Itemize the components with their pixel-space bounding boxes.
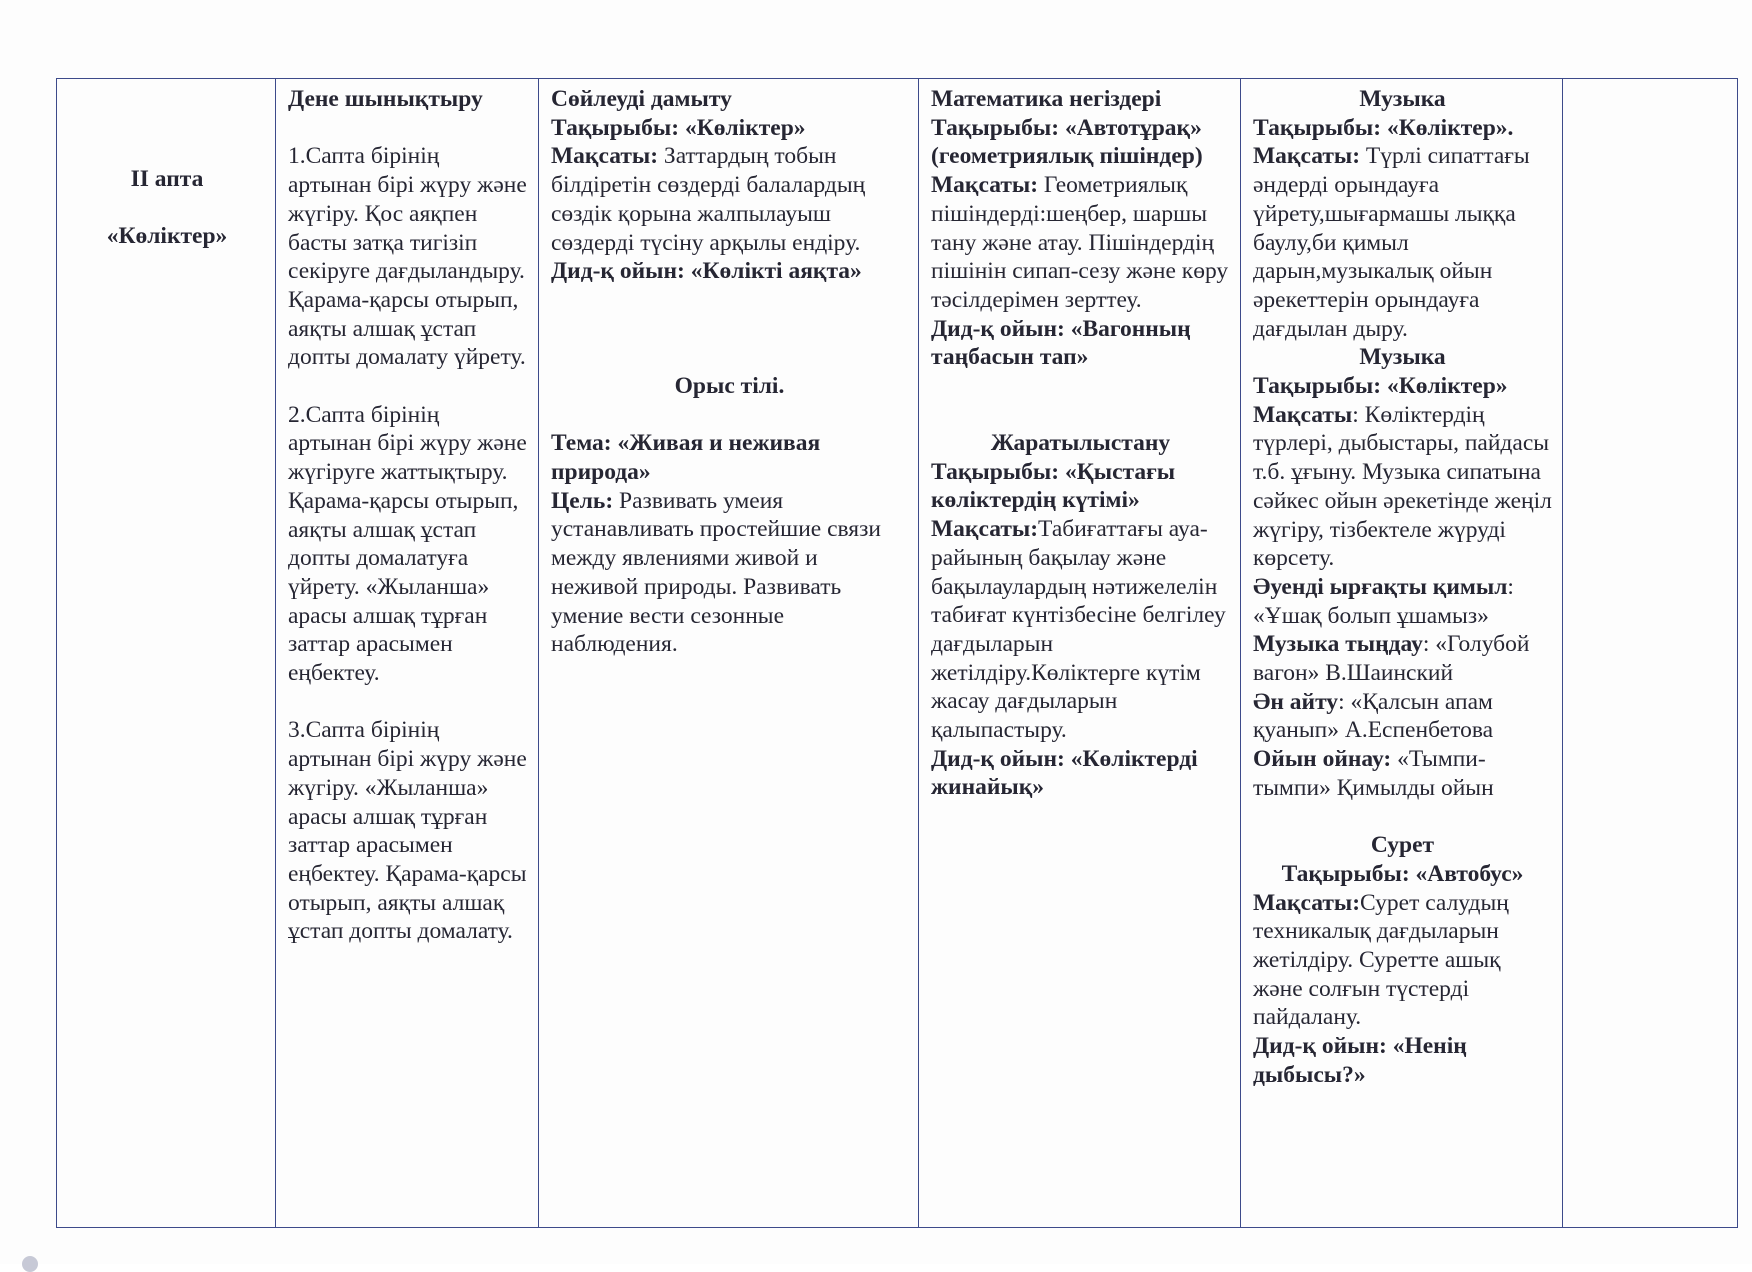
music-play-text: «Тымпи-тымпи» Қимылды ойын xyxy=(1253,746,1494,801)
empty-cell xyxy=(1563,79,1738,1227)
week-number: II апта xyxy=(130,166,204,192)
music-play-label: Ойын ойнау: xyxy=(1253,746,1392,773)
math-goal-text: Геометриялық пішіндерді:шеңбер, шаршы тану және атау. Пішіндердің пішінін сипап-сезу және көру тәсілдерімен зерттеу. xyxy=(931,172,1229,313)
art-goal xyxy=(1253,889,1552,1033)
music-sing xyxy=(1253,688,1552,745)
russian-title: Орыс тілі. xyxy=(674,372,785,399)
music-goal-2-label: Мақсаты xyxy=(1253,401,1353,428)
phys-ed-exercise-1: 1.Сапта бірінің артынан бірі жүру және жүгіру. Қос аяқпен басты затқа тигізіп секіруге дағдыландыру. Қарама-қарсы отырып, аяқты алшақ ұстап допты домалату үйрету. xyxy=(288,143,527,371)
art-game: Дид-қ ойын: «Ненің дыбысы?» xyxy=(1253,1033,1467,1088)
phys-ed-title: Дене шынықтыру xyxy=(288,86,483,112)
phys-ed-exercise-2: 2.Сапта бірінің артынан бірі жүру және жүгіруге жаттықтыру. Қарама-қарсы отырып, аяқты алшақ ұстап допты домалатуға үйрету. «Жыланша» арасы алшақ тұрған заттар арасымен еңбектеу. xyxy=(288,401,527,687)
math-topic: Тақырыбы: «Автотұрақ» (геометриялық пішіндер) xyxy=(931,114,1203,170)
speech-title: Сөйлеуді дамыту xyxy=(551,86,732,112)
music-listen-label: Музыка тыңдау xyxy=(1253,631,1423,658)
russian-goal-text: Развивать умеия устанавливать простейшие связи между явлениями живой и неживой природы. Развивать умение вести сезонные наблюдения. xyxy=(551,487,881,658)
speech-game: Дид-қ ойын: «Көлікті аяқта» xyxy=(551,258,862,285)
music-goal-1-label: Мақсаты: xyxy=(1253,143,1361,170)
nature-game: Дид-қ ойын: «Көліктерді жинайық» xyxy=(931,745,1198,801)
art-title: Сурет xyxy=(1370,832,1435,859)
music-play xyxy=(1253,745,1552,802)
speech-topic: Тақырыбы: «Көліктер» xyxy=(551,114,806,141)
music-listen xyxy=(1253,630,1552,687)
phys-ed-exercise-3: 3.Сапта бірінің артынан бірі жүру және жүгіру. «Жыланша» арасы алшақ тұрған заттар арасымен еңбектеу. Қарама-қарсы отырып, аяқты алшақ ұстап допты домалату. xyxy=(288,717,527,945)
music-listen-text: : «Голубой вагон» В.Шаинский xyxy=(1253,631,1530,687)
music-goal-2 xyxy=(1253,401,1552,573)
phys-ed-cell xyxy=(276,79,539,1227)
week-theme: «Көліктер» xyxy=(106,222,228,249)
scan-mark xyxy=(22,1256,38,1272)
music-rhythm-text: : «Ұшақ болып ұшамыз» xyxy=(1253,573,1514,629)
russian-topic: Тема: «Живая и неживая природа» xyxy=(551,430,821,486)
nature-goal xyxy=(931,515,1230,745)
music-title-2: Музыка xyxy=(1359,344,1446,371)
nature-title: Жаратылыстану xyxy=(990,430,1171,457)
math-cell xyxy=(919,79,1241,1227)
music-topic-2 xyxy=(1253,372,1552,401)
music-title-1: Музыка xyxy=(1359,86,1446,112)
table-row xyxy=(57,79,1737,1227)
speech-goal xyxy=(551,142,908,257)
music-topic-1: Тақырыбы: «Көліктер». xyxy=(1253,114,1514,141)
nature-topic: Тақырыбы: «Қыстағы көліктердің күтімі» xyxy=(931,458,1176,514)
math-goal xyxy=(931,171,1230,315)
music-topic-2-label: Тақырыбы xyxy=(1253,373,1374,400)
lesson-plan-table xyxy=(56,78,1738,1228)
math-game: Дид-қ ойын: «Вагонның таңбасын тап» xyxy=(931,315,1191,371)
russian-goal-label: Цель: xyxy=(551,487,614,514)
math-goal-label: Мақсаты: xyxy=(931,172,1039,199)
art-goal-label: Мақсаты: xyxy=(1253,889,1361,916)
week-cell xyxy=(57,79,276,1227)
music-sing-text: : «Қалсын апам қуанып» А.Еспенбетова xyxy=(1253,688,1494,744)
speech-cell xyxy=(539,79,919,1227)
art-goal-text: Сурет салудың техникалық дағдыларын жетілдіру. Суретте ашық және солғын түстерді пайдалану. xyxy=(1253,889,1509,1031)
music-rhythm xyxy=(1253,573,1552,630)
math-title: Математика негіздері xyxy=(931,86,1162,112)
speech-goal-label: Мақсаты: xyxy=(551,143,659,170)
music-goal-2-text: : Көліктердің түрлері, дыбыстары, пайдасы т.б. ұғыну. Музыка сипатына сәйкес ойын әрекетінде жеңіл жүгіру, тізбектеле жүруді көрсету. xyxy=(1253,401,1552,572)
music-sing-label: Ән айту xyxy=(1253,688,1339,715)
speech-goal-text: Заттардың тобын білдіретін сөздерді балалардың сөздік қорына жалпылауыш сөздерді түсіну арқылы ендіру. xyxy=(551,143,866,256)
russian-goal xyxy=(551,487,908,659)
nature-goal-text: Табиғаттағы ауа-райының бақылау және бақылаулардың нәтижелелін табиғат күнтізбесіне белгілеу дағдыларын жетілдіру.Көліктерге күтім жасау дағдыларын қалыпастыру. xyxy=(931,516,1226,744)
art-topic: Тақырыбы: «Автобус» xyxy=(1281,860,1524,887)
music-goal-1 xyxy=(1253,142,1552,343)
music-rhythm-label: Әуенді ырғақты қимыл xyxy=(1253,573,1508,600)
music-cell xyxy=(1241,79,1563,1227)
nature-goal-label: Мақсаты: xyxy=(931,516,1039,543)
music-topic-2-text: : «Көліктер» xyxy=(1373,373,1508,400)
music-goal-1-text: Түрлі сипаттағы әндерді орындауға үйрету,шығармашы лыққа баулу,би қимыл дарын,музыкалық ойын әрекеттерін орындауға дағдылан дыру. xyxy=(1253,143,1530,342)
